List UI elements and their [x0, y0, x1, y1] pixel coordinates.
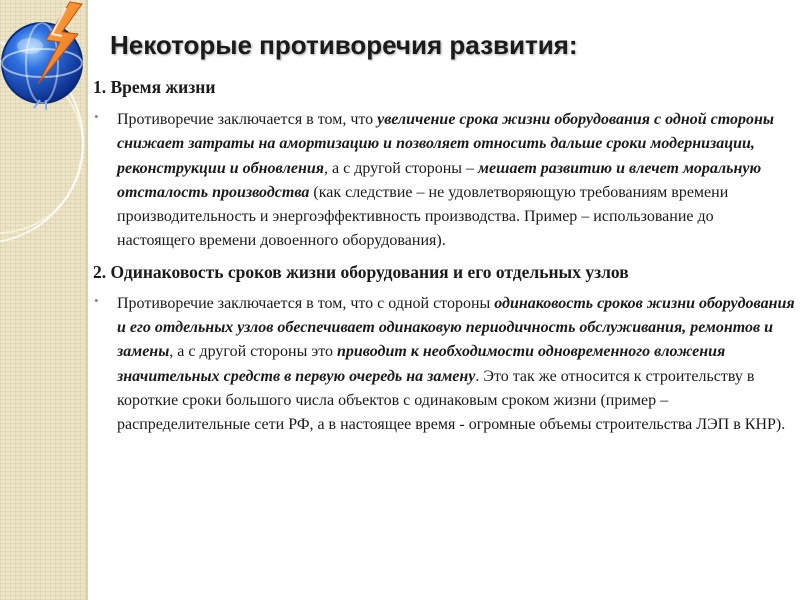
section-heading-uniformity: 2. Одинаковость сроков жизни оборудования и его отдельных узлов — [93, 261, 629, 282]
section-text-lifetime — [93, 108, 795, 254]
emphasis-segment: мешает развитию и влечет моральную отсталость производства — [117, 159, 762, 201]
text-segment: , а с другой стороны – — [323, 159, 479, 177]
emphasis-segment: увеличение срока жизни оборудования с одной стороны снижает затраты на амортизацию и позволяет относить дальше сроки модернизации, реконструкции и обновления — [117, 111, 774, 177]
text-segment: Противоречие заключается в том, что — [117, 111, 378, 128]
emphasis-segment: приводит к необходимости одновременного вложения значительных средств в первую очередь на замену — [117, 343, 726, 385]
text-segment: , а с другой стороны это — [169, 343, 337, 361]
section-heading-lifetime: 1. Время жизни — [93, 77, 216, 97]
text-segment: (как следствие – не удовлетворяющую требованиям времени производительность и энергоэффективность производства. Пример – использование до настоящего времени довоенного оборудования). — [117, 183, 729, 250]
slide-content — [93, 77, 795, 438]
text-segment: Противоречие заключается в том, что с одной стороны — [117, 294, 495, 312]
lightning-globe-icon — [0, 0, 95, 112]
slide-title: Некоторые противоречия развития: — [110, 30, 578, 60]
bullet-dot-icon: • — [94, 292, 99, 308]
emphasis-segment: одинаковость сроков жизни оборудования и его отдельных узлов обеспечивает одинаковую периодичность обслуживания, ремонтов и замены — [117, 294, 795, 361]
bullet-dot-icon: • — [94, 109, 99, 124]
text-segment: . Это так же относится к строительству в короткие сроки большого числа объектов с одинаковым сроком жизни (пример – распределительные сети РФ, а в настоящее время - огромные объемы строительства ЛЭП в КНР). — [117, 367, 786, 434]
section-text-uniformity — [93, 292, 795, 438]
